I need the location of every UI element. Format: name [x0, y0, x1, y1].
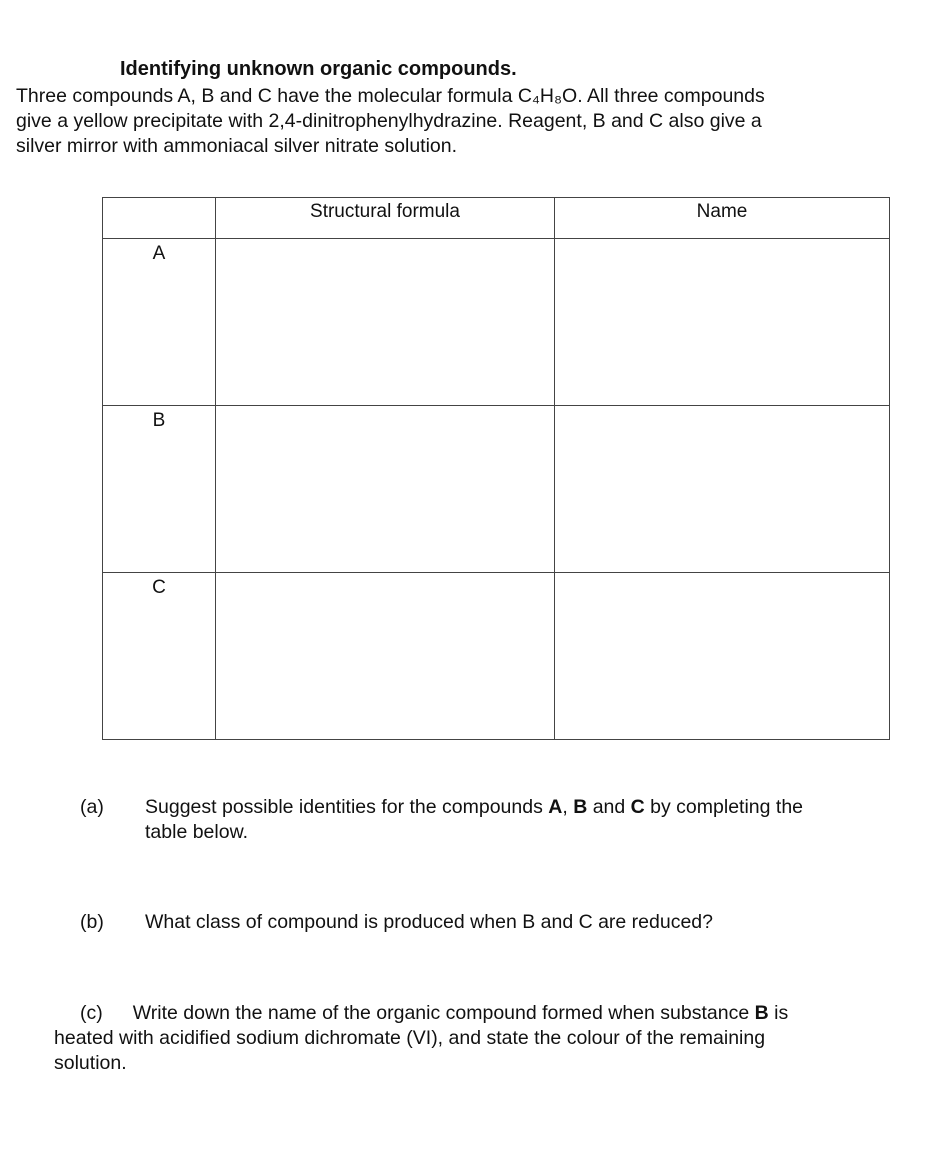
- row-label-c: C: [103, 573, 216, 740]
- header-name: Name: [555, 198, 890, 239]
- intro-line: silver mirror with ammoniacal silver nitrate solution.: [16, 135, 458, 157]
- structural-formula-cell-c[interactable]: [216, 573, 555, 740]
- structural-formula-cell-a[interactable]: [216, 239, 555, 406]
- compound-table: [102, 197, 890, 740]
- question-a-line2: table below.: [145, 821, 248, 843]
- header-structural-formula: Structural formula: [216, 198, 555, 239]
- compound-b-ref: B: [754, 1002, 769, 1024]
- table-row: [103, 573, 890, 740]
- name-cell-a[interactable]: [555, 239, 890, 406]
- question-c-label: (c): [80, 1002, 103, 1024]
- name-cell-c[interactable]: [555, 573, 890, 740]
- compound-a-ref: A: [548, 796, 563, 818]
- question-a-label: (a): [80, 796, 104, 818]
- question-c-line1: [54, 1001, 914, 1026]
- row-label-b: B: [103, 406, 216, 573]
- question-c-line2: heated with acidified sodium dichromate (VI), and state the colour of the remaining: [54, 1027, 766, 1049]
- compound-c-ref: C: [630, 796, 645, 818]
- name-cell-b[interactable]: [555, 406, 890, 573]
- question-c-line3: solution.: [54, 1052, 127, 1074]
- text-fragment: and: [587, 796, 631, 818]
- question-c: [54, 1001, 914, 1076]
- intro-line: Three compounds A, B and C have the molecular formula C₄H₈O. All three compounds: [16, 85, 765, 107]
- compound-b-ref: B: [573, 796, 588, 818]
- table-header-row: [103, 198, 890, 239]
- text-fragment: ,: [562, 796, 574, 818]
- row-label-a: A: [103, 239, 216, 406]
- text-fragment: is: [768, 1002, 789, 1024]
- header-blank: [103, 198, 216, 239]
- text-fragment: by completing the: [644, 796, 804, 818]
- text-fragment: Suggest possible identities for the compounds: [145, 796, 549, 818]
- question-a-text: [145, 795, 803, 845]
- question-a-line1: [145, 795, 803, 820]
- structural-formula-cell-b[interactable]: [216, 406, 555, 573]
- text-fragment: Write down the name of the organic compound formed when substance: [132, 1002, 755, 1024]
- worksheet-title: Identifying unknown organic compounds.: [120, 58, 517, 80]
- question-b-label: (b): [80, 911, 104, 933]
- table-row: [103, 406, 890, 573]
- intro-paragraph: [16, 84, 886, 159]
- table-row: [103, 239, 890, 406]
- intro-line: give a yellow precipitate with 2,4-dinitrophenylhydrazine. Reagent, B and C also give a: [16, 110, 762, 132]
- question-b-text: What class of compound is produced when B and C are reduced?: [145, 911, 713, 933]
